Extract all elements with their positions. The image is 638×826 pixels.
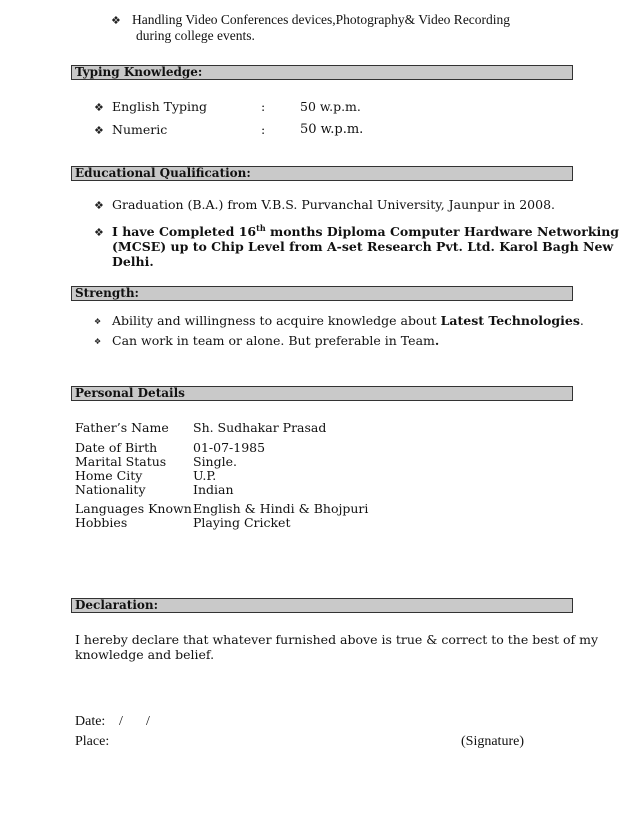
education-item-2-line-2: (MCSE) up to Chip Level from A-set Research Pvt. Ltd. Karol Bagh New: [112, 239, 614, 254]
date-slash-1: /: [119, 714, 123, 729]
strength-heading-bar: [71, 286, 573, 301]
declaration-heading: Declaration:: [75, 598, 159, 612]
intro-line-1: Handling Video Conferences devices,Photography& Video Recording: [132, 12, 511, 27]
education-item-2-sup: th: [256, 222, 266, 233]
marital-status-value: Single.: [193, 454, 237, 469]
strength-item-2-pre: Can work in team or alone. But preferable in Team: [112, 333, 435, 348]
bullet-icon: ❖: [111, 14, 121, 27]
strength-item-1-bold: Latest Technologies: [440, 313, 580, 328]
signature-label: (Signature): [461, 734, 524, 749]
home-city-value: U.P.: [193, 468, 217, 483]
date-label: Date:: [75, 714, 106, 729]
dob-label: Date of Birth: [75, 440, 158, 455]
strength-item-1-pre: Ability and willingness to acquire knowledge about: [112, 313, 441, 328]
date-slash-2: /: [146, 714, 150, 729]
bullet-icon: ❖: [94, 199, 104, 212]
strength-item-1-post: .: [579, 313, 584, 328]
education-item-2-pre: I have Completed 16: [112, 224, 257, 239]
bullet-icon: ❖: [94, 101, 104, 114]
bullet-icon: ❖: [94, 317, 102, 326]
home-city-label: Home City: [75, 468, 143, 483]
personal-heading: Personal Details: [75, 386, 185, 400]
education-heading: Educational Qualification:: [75, 166, 251, 180]
typing-heading: Typing Knowledge:: [75, 65, 203, 79]
declaration-line-2: knowledge and belief.: [75, 647, 215, 662]
typing-value-numeric: 50 w.p.m.: [300, 122, 364, 137]
education-heading-bar: [71, 166, 573, 181]
dob-value: 01-07-1985: [193, 440, 266, 455]
strength-item-2: [112, 333, 439, 348]
typing-label-numeric: Numeric: [112, 122, 168, 137]
fathers-name-value: Sh. Sudhakar Prasad: [193, 420, 327, 435]
typing-heading-bar: [71, 65, 573, 80]
hobbies-value: Playing Cricket: [193, 515, 291, 530]
typing-sep-english: :: [261, 99, 266, 114]
education-item-1: Graduation (B.A.) from V.B.S. Purvanchal University, Jaunpur in 2008.: [112, 197, 556, 212]
typing-sep-numeric: :: [261, 122, 266, 137]
education-item-2-post: months Diploma Computer Hardware Networking: [265, 224, 620, 239]
hobbies-label: Hobbies: [75, 515, 128, 530]
strength-item-2-bold: .: [434, 333, 440, 348]
bullet-icon: ❖: [94, 124, 104, 137]
place-label: Place:: [75, 734, 110, 749]
typing-label-english: English Typing: [112, 99, 208, 114]
nationality-value: Indian: [193, 482, 234, 497]
bullet-icon: ❖: [94, 226, 104, 239]
education-item-2-line-1: [112, 224, 619, 239]
declaration-line-1: I hereby declare that whatever furnished above is true & correct to the best of my: [75, 632, 599, 647]
marital-status-label: Marital Status: [75, 454, 167, 469]
education-item-2-line-3: Delhi.: [112, 254, 154, 269]
languages-value: English & Hindi & Bhojpuri: [193, 501, 369, 516]
intro-line-2: during college events.: [136, 28, 255, 43]
strength-item-1: [112, 313, 584, 328]
declaration-heading-bar: [71, 598, 573, 613]
fathers-name-label: Father’s Name: [75, 420, 169, 435]
languages-label: Languages Known: [75, 501, 192, 516]
strength-heading: Strength:: [75, 286, 139, 300]
bullet-icon: ❖: [94, 337, 102, 346]
typing-value-english: 50 w.p.m.: [300, 99, 361, 114]
personal-heading-bar: [71, 386, 573, 401]
nationality-label: Nationality: [75, 482, 146, 497]
